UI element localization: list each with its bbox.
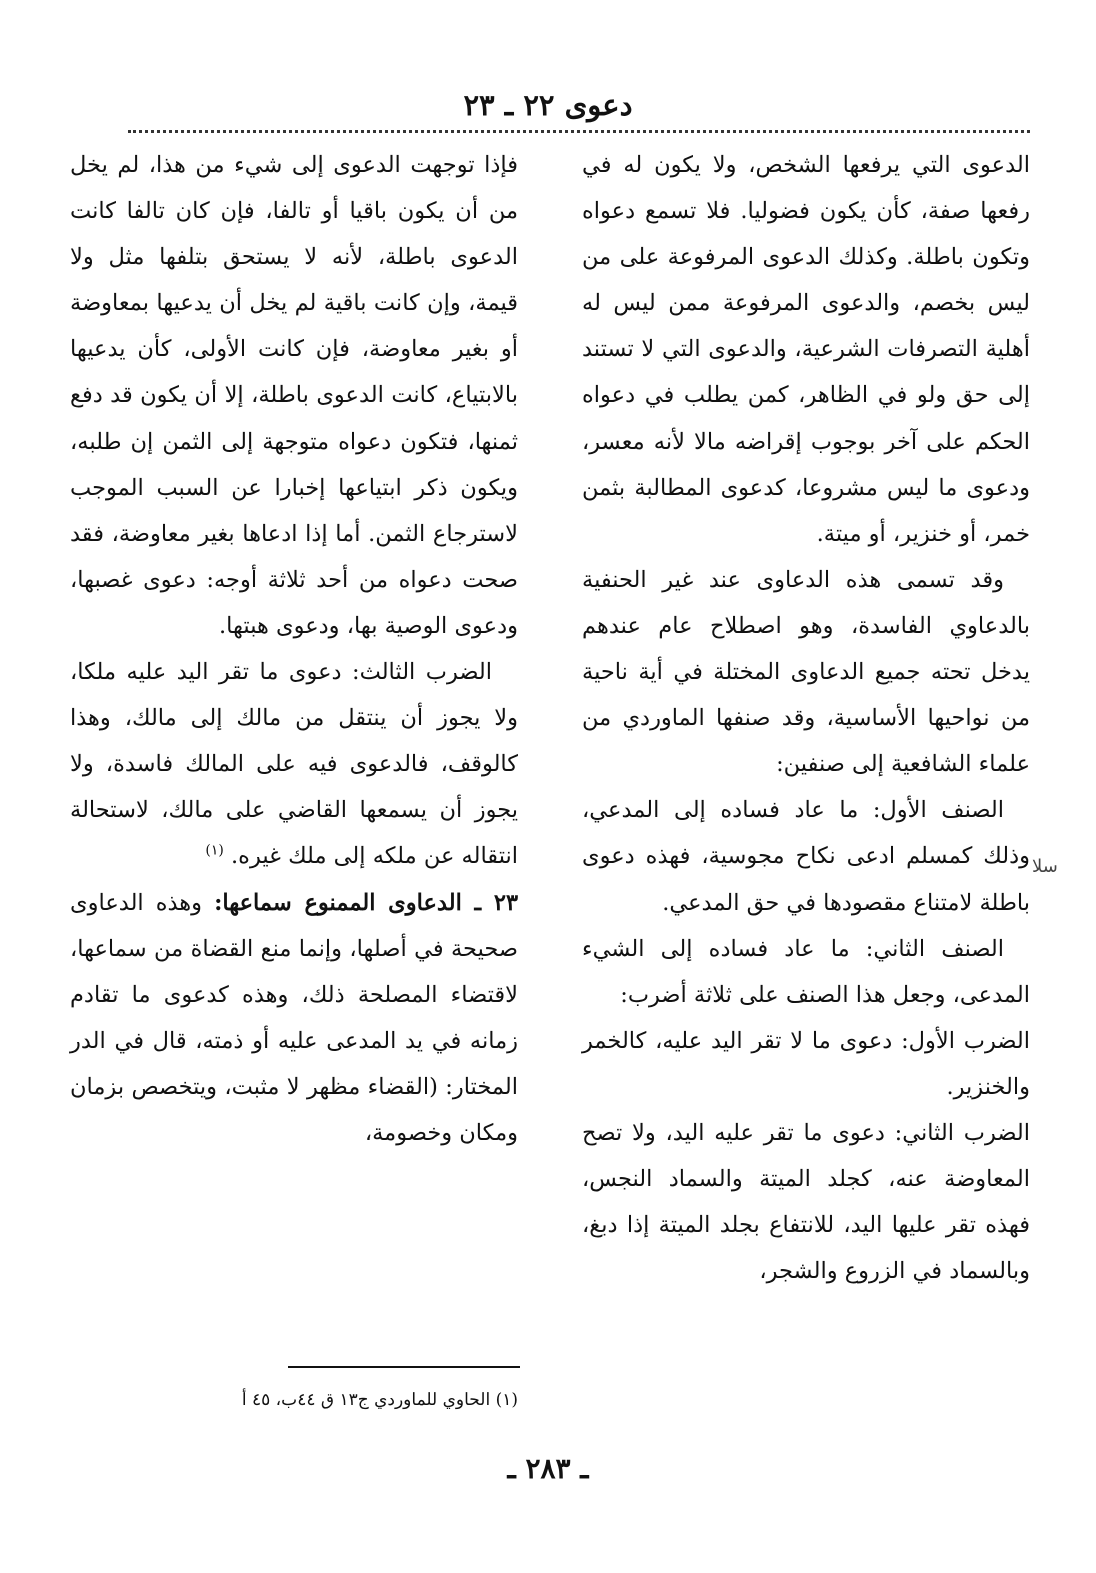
footnote-reference[interactable]: (١) [205,842,224,859]
paragraph: الضرب الثاني: دعوى ما تقر عليه اليد، ولا تصح المعاوضة عنه، كجلد الميتة والسماد النجس، فهذه تقر عليها اليد، للانتفاع بجلد الميتة إذا دبغ، وبالسماد في الزروع والشجر، [582,1119,1030,1285]
page-header: دعوى ٢٢ ـ ٢٣ [463,88,633,122]
paragraph [70,649,518,879]
header-dotted-rule [128,130,1030,133]
paragraph-text: وهذه الدعاوى صحيحة في أصلها، وإنما منع القضاة من سماعها، لاقتضاء المصلحة ذلك، وهذه كدعوى ما تقادم زمانه في يد المدعى عليه أو ذمته، قال في الدر المختار: (القضاء مظهر لا مثبت، ويتخصص بزمان ومكان وخصومة، [70,889,518,1146]
footnote-separator [288,1366,520,1368]
page-number: ـ ٢٨٣ ـ [507,1452,589,1485]
footnote: (١) الحاوي للماوردي ج١٣ ق ٤٤ب، ٤٥ أ [241,1390,518,1410]
paragraph: فإذا توجهت الدعوى إلى شيء من هذا، لم يخل من أن يكون باقيا أو تالفا، فإن كان تالفا كانت الدعوى باطلة، لأنه لا يستحق بتلفها مثل ولا قيمة، وإن كانت باقية لم يخل أن يدعيها بمعاوضة أو بغير معاوضة، فإن كانت الأولى، كأن يدعيها بالابتياع، كانت الدعوى باطلة، إلا أن يكون قد دفع ثمنها، فتكون دعواه متوجهة إلى الثمن إن طلبه، ويكون ذكر ابتياعها إخبارا عن السبب الموجب لاسترجاع الثمن. أما إذا ادعاها بغير معاوضة، فقد صحت دعواه من أحد ثلاثة أوجه: دعوى غصبها، ودعوى الوصية بها، ودعوى هبتها. [70,152,518,639]
paragraph: الصنف الثاني: ما عاد فساده إلى الشيء المدعى، وجعل هذا الصنف على ثلاثة أضرب: [582,935,1030,1008]
paragraph: الصنف الأول: ما عاد فساده إلى المدعي، وذلك كمسلم ادعى نكاح مجوسية، فهذه دعوى باطلة لامتناع مقصودها في حق المدعي. [582,797,1030,916]
right-column [582,142,1030,1294]
paragraph [70,880,518,1157]
paragraph-text: الضرب الثالث: دعوى ما تقر اليد عليه ملكا، ولا يجوز أن ينتقل من مالك إلى مالك، وهذا كالوقف، فالدعوى فيه على المالك فاسدة، ولا يجوز أن يسمعها القاضي على مالك، لاستحالة انتقاله عن ملكه إلى ملك غيره. [70,659,518,870]
margin-annotation: سلا [1032,856,1058,877]
paragraph: الضرب الأول: دعوى ما لا تقر اليد عليه، كالخمر والخنزير. [582,1027,1030,1100]
section-heading: ٢٣ ـ الدعاوى الممنوع سماعها: [214,889,519,916]
paragraph: الدعوى التي يرفعها الشخص، ولا يكون له في رفعها صفة، كأن يكون فضوليا. فلا تسمع دعواه وتكون باطلة. وكذلك الدعوى المرفوعة على من ليس بخصم، والدعوى المرفوعة ممن ليس له أهلية التصرفات الشرعية، والدعوى التي لا تستند إلى حق ولو في الظاهر، كمن يطلب في دعواه الحكم على آخر بوجوب إقراضه مالا لأنه معسر، ودعوى ما ليس مشروعا، كدعوى المطالبة بثمن خمر، أو خنزير، أو ميتة. [582,152,1030,547]
left-column [70,142,518,1156]
paragraph: وقد تسمى هذه الدعاوى عند غير الحنفية بالدعاوي الفاسدة، وهو اصطلاح عام عندهم يدخل تحته جميع الدعاوى المختلة في أية ناحية من نواحيها الأساسية، وقد صنفها الماوردي من علماء الشافعية إلى صنفين: [582,566,1030,778]
